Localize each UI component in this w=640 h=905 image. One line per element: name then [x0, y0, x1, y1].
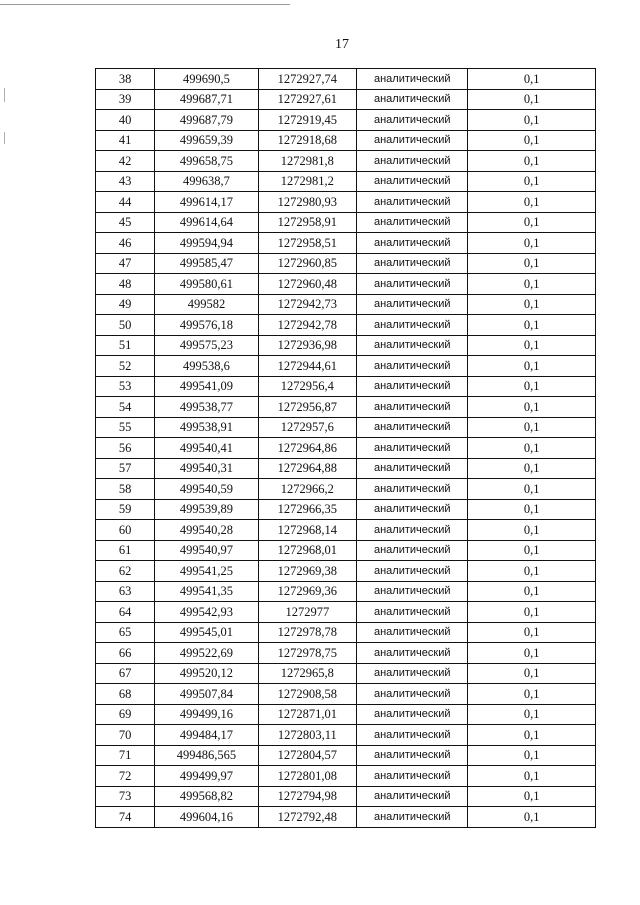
- table-row: [96, 643, 596, 664]
- point-number-cell: 47: [96, 253, 155, 274]
- x-coordinate-cell: 499638,7: [155, 171, 258, 192]
- method-cell: аналитический: [357, 417, 468, 438]
- method-cell: аналитический: [357, 786, 468, 807]
- accuracy-cell: 0,1: [468, 315, 596, 336]
- x-coordinate-cell: 499541,25: [155, 561, 258, 582]
- accuracy-cell: 0,1: [468, 89, 596, 110]
- x-coordinate-cell: 499541,09: [155, 376, 258, 397]
- method-cell: аналитический: [357, 438, 468, 459]
- y-coordinate-cell: 1272794,98: [258, 786, 356, 807]
- y-coordinate-cell: 1272977: [258, 602, 356, 623]
- x-coordinate-cell: 499499,97: [155, 766, 258, 787]
- y-coordinate-cell: 1272919,45: [258, 110, 356, 131]
- method-cell: аналитический: [357, 663, 468, 684]
- method-cell: аналитический: [357, 581, 468, 602]
- accuracy-cell: 0,1: [468, 561, 596, 582]
- y-coordinate-cell: 1272804,57: [258, 745, 356, 766]
- x-coordinate-cell: 499568,82: [155, 786, 258, 807]
- accuracy-cell: 0,1: [468, 192, 596, 213]
- point-number-cell: 60: [96, 520, 155, 541]
- accuracy-cell: 0,1: [468, 766, 596, 787]
- point-number-cell: 51: [96, 335, 155, 356]
- table-row: [96, 458, 596, 479]
- accuracy-cell: 0,1: [468, 458, 596, 479]
- table-row: [96, 192, 596, 213]
- method-cell: аналитический: [357, 110, 468, 131]
- y-coordinate-cell: 1272978,78: [258, 622, 356, 643]
- x-coordinate-cell: 499484,17: [155, 725, 258, 746]
- point-number-cell: 69: [96, 704, 155, 725]
- method-cell: аналитический: [357, 89, 468, 110]
- accuracy-cell: 0,1: [468, 602, 596, 623]
- y-coordinate-cell: 1272964,86: [258, 438, 356, 459]
- x-coordinate-cell: 499538,6: [155, 356, 258, 377]
- point-number-cell: 39: [96, 89, 155, 110]
- table-row: [96, 356, 596, 377]
- point-number-cell: 40: [96, 110, 155, 131]
- x-coordinate-cell: 499576,18: [155, 315, 258, 336]
- point-number-cell: 64: [96, 602, 155, 623]
- method-cell: аналитический: [357, 335, 468, 356]
- y-coordinate-cell: 1272980,93: [258, 192, 356, 213]
- x-coordinate-cell: 499614,17: [155, 192, 258, 213]
- x-coordinate-cell: 499522,69: [155, 643, 258, 664]
- point-number-cell: 43: [96, 171, 155, 192]
- y-coordinate-cell: 1272956,4: [258, 376, 356, 397]
- accuracy-cell: 0,1: [468, 581, 596, 602]
- accuracy-cell: 0,1: [468, 499, 596, 520]
- accuracy-cell: 0,1: [468, 479, 596, 500]
- x-coordinate-cell: 499538,91: [155, 417, 258, 438]
- table-row: [96, 315, 596, 336]
- point-number-cell: 72: [96, 766, 155, 787]
- point-number-cell: 49: [96, 294, 155, 315]
- table-row: [96, 438, 596, 459]
- accuracy-cell: 0,1: [468, 130, 596, 151]
- method-cell: аналитический: [357, 233, 468, 254]
- x-coordinate-cell: 499687,79: [155, 110, 258, 131]
- table-row: [96, 479, 596, 500]
- y-coordinate-cell: 1272936,98: [258, 335, 356, 356]
- point-number-cell: 63: [96, 581, 155, 602]
- y-coordinate-cell: 1272960,48: [258, 274, 356, 295]
- point-number-cell: 70: [96, 725, 155, 746]
- method-cell: аналитический: [357, 479, 468, 500]
- accuracy-cell: 0,1: [468, 417, 596, 438]
- point-number-cell: 42: [96, 151, 155, 172]
- y-coordinate-cell: 1272981,2: [258, 171, 356, 192]
- method-cell: аналитический: [357, 253, 468, 274]
- y-coordinate-cell: 1272942,73: [258, 294, 356, 315]
- point-number-cell: 67: [96, 663, 155, 684]
- x-coordinate-cell: 499507,84: [155, 684, 258, 705]
- y-coordinate-cell: 1272957,6: [258, 417, 356, 438]
- x-coordinate-cell: 499542,93: [155, 602, 258, 623]
- table-row: [96, 233, 596, 254]
- point-number-cell: 45: [96, 212, 155, 233]
- accuracy-cell: 0,1: [468, 376, 596, 397]
- point-number-cell: 73: [96, 786, 155, 807]
- x-coordinate-cell: 499582: [155, 294, 258, 315]
- y-coordinate-cell: 1272958,91: [258, 212, 356, 233]
- x-coordinate-cell: 499541,35: [155, 581, 258, 602]
- point-number-cell: 74: [96, 807, 155, 828]
- x-coordinate-cell: 499690,5: [155, 69, 258, 90]
- x-coordinate-cell: 499540,97: [155, 540, 258, 561]
- y-coordinate-cell: 1272956,87: [258, 397, 356, 418]
- page-number: 17: [335, 37, 349, 52]
- accuracy-cell: 0,1: [468, 745, 596, 766]
- table-row: [96, 397, 596, 418]
- method-cell: аналитический: [357, 151, 468, 172]
- x-coordinate-cell: 499539,89: [155, 499, 258, 520]
- point-number-cell: 55: [96, 417, 155, 438]
- point-number-cell: 59: [96, 499, 155, 520]
- method-cell: аналитический: [357, 807, 468, 828]
- table-row: [96, 294, 596, 315]
- point-number-cell: 48: [96, 274, 155, 295]
- y-coordinate-cell: 1272792,48: [258, 807, 356, 828]
- point-number-cell: 46: [96, 233, 155, 254]
- table-row: [96, 561, 596, 582]
- x-coordinate-cell: 499604,16: [155, 807, 258, 828]
- table-row: [96, 89, 596, 110]
- y-coordinate-cell: 1272908,58: [258, 684, 356, 705]
- point-number-cell: 57: [96, 458, 155, 479]
- method-cell: аналитический: [357, 622, 468, 643]
- method-cell: аналитический: [357, 315, 468, 336]
- table-row: [96, 520, 596, 541]
- table-row: [96, 725, 596, 746]
- point-number-cell: 54: [96, 397, 155, 418]
- table-row: [96, 663, 596, 684]
- y-coordinate-cell: 1272964,88: [258, 458, 356, 479]
- x-coordinate-cell: 499585,47: [155, 253, 258, 274]
- x-coordinate-cell: 499658,75: [155, 151, 258, 172]
- x-coordinate-cell: 499486,565: [155, 745, 258, 766]
- x-coordinate-cell: 499538,77: [155, 397, 258, 418]
- method-cell: аналитический: [357, 499, 468, 520]
- table-row: [96, 684, 596, 705]
- table-row: [96, 622, 596, 643]
- x-coordinate-cell: 499594,94: [155, 233, 258, 254]
- y-coordinate-cell: 1272942,78: [258, 315, 356, 336]
- x-coordinate-cell: 499540,41: [155, 438, 258, 459]
- table-row: [96, 110, 596, 131]
- x-coordinate-cell: 499499,16: [155, 704, 258, 725]
- x-coordinate-cell: 499540,31: [155, 458, 258, 479]
- accuracy-cell: 0,1: [468, 663, 596, 684]
- y-coordinate-cell: 1272968,01: [258, 540, 356, 561]
- table-row: [96, 581, 596, 602]
- scan-left-edge-mark: [4, 88, 5, 102]
- accuracy-cell: 0,1: [468, 69, 596, 90]
- x-coordinate-cell: 499659,39: [155, 130, 258, 151]
- y-coordinate-cell: 1272927,74: [258, 69, 356, 90]
- coordinates-table-body: [96, 69, 596, 828]
- table-row: [96, 807, 596, 828]
- x-coordinate-cell: 499540,28: [155, 520, 258, 541]
- accuracy-cell: 0,1: [468, 253, 596, 274]
- method-cell: аналитический: [357, 212, 468, 233]
- accuracy-cell: 0,1: [468, 786, 596, 807]
- y-coordinate-cell: 1272966,35: [258, 499, 356, 520]
- y-coordinate-cell: 1272944,61: [258, 356, 356, 377]
- table-row: [96, 171, 596, 192]
- accuracy-cell: 0,1: [468, 684, 596, 705]
- accuracy-cell: 0,1: [468, 356, 596, 377]
- table-row: [96, 745, 596, 766]
- y-coordinate-cell: 1272958,51: [258, 233, 356, 254]
- point-number-cell: 41: [96, 130, 155, 151]
- y-coordinate-cell: 1272960,85: [258, 253, 356, 274]
- method-cell: аналитический: [357, 745, 468, 766]
- method-cell: аналитический: [357, 520, 468, 541]
- method-cell: аналитический: [357, 725, 468, 746]
- x-coordinate-cell: 499580,61: [155, 274, 258, 295]
- method-cell: аналитический: [357, 704, 468, 725]
- point-number-cell: 38: [96, 69, 155, 90]
- method-cell: аналитический: [357, 766, 468, 787]
- scan-top-edge-line: [0, 4, 290, 5]
- y-coordinate-cell: 1272871,01: [258, 704, 356, 725]
- point-number-cell: 58: [96, 479, 155, 500]
- method-cell: аналитический: [357, 130, 468, 151]
- table-row: [96, 704, 596, 725]
- y-coordinate-cell: 1272801,08: [258, 766, 356, 787]
- point-number-cell: 62: [96, 561, 155, 582]
- y-coordinate-cell: 1272978,75: [258, 643, 356, 664]
- accuracy-cell: 0,1: [468, 233, 596, 254]
- x-coordinate-cell: 499520,12: [155, 663, 258, 684]
- method-cell: аналитический: [357, 171, 468, 192]
- accuracy-cell: 0,1: [468, 274, 596, 295]
- x-coordinate-cell: 499545,01: [155, 622, 258, 643]
- x-coordinate-cell: 499687,71: [155, 89, 258, 110]
- point-number-cell: 44: [96, 192, 155, 213]
- accuracy-cell: 0,1: [468, 622, 596, 643]
- method-cell: аналитический: [357, 540, 468, 561]
- accuracy-cell: 0,1: [468, 171, 596, 192]
- table-row: [96, 376, 596, 397]
- table-row: [96, 766, 596, 787]
- point-number-cell: 66: [96, 643, 155, 664]
- accuracy-cell: 0,1: [468, 397, 596, 418]
- y-coordinate-cell: 1272918,68: [258, 130, 356, 151]
- method-cell: аналитический: [357, 294, 468, 315]
- point-number-cell: 71: [96, 745, 155, 766]
- accuracy-cell: 0,1: [468, 725, 596, 746]
- scan-left-edge-mark: [4, 132, 5, 144]
- accuracy-cell: 0,1: [468, 540, 596, 561]
- accuracy-cell: 0,1: [468, 151, 596, 172]
- point-number-cell: 50: [96, 315, 155, 336]
- method-cell: аналитический: [357, 643, 468, 664]
- x-coordinate-cell: 499540,59: [155, 479, 258, 500]
- table-row: [96, 499, 596, 520]
- method-cell: аналитический: [357, 602, 468, 623]
- table-row: [96, 602, 596, 623]
- method-cell: аналитический: [357, 192, 468, 213]
- point-number-cell: 52: [96, 356, 155, 377]
- y-coordinate-cell: 1272803,11: [258, 725, 356, 746]
- accuracy-cell: 0,1: [468, 438, 596, 459]
- method-cell: аналитический: [357, 274, 468, 295]
- y-coordinate-cell: 1272965,8: [258, 663, 356, 684]
- table-row: [96, 69, 596, 90]
- table-row: [96, 274, 596, 295]
- accuracy-cell: 0,1: [468, 807, 596, 828]
- accuracy-cell: 0,1: [468, 294, 596, 315]
- coordinates-table: [95, 68, 596, 828]
- point-number-cell: 61: [96, 540, 155, 561]
- accuracy-cell: 0,1: [468, 520, 596, 541]
- method-cell: аналитический: [357, 684, 468, 705]
- y-coordinate-cell: 1272969,36: [258, 581, 356, 602]
- point-number-cell: 68: [96, 684, 155, 705]
- method-cell: аналитический: [357, 69, 468, 90]
- table-row: [96, 151, 596, 172]
- table-row: [96, 540, 596, 561]
- table-row: [96, 335, 596, 356]
- point-number-cell: 65: [96, 622, 155, 643]
- y-coordinate-cell: 1272966,2: [258, 479, 356, 500]
- accuracy-cell: 0,1: [468, 212, 596, 233]
- accuracy-cell: 0,1: [468, 110, 596, 131]
- point-number-cell: 53: [96, 376, 155, 397]
- accuracy-cell: 0,1: [468, 335, 596, 356]
- table-row: [96, 417, 596, 438]
- method-cell: аналитический: [357, 458, 468, 479]
- method-cell: аналитический: [357, 397, 468, 418]
- y-coordinate-cell: 1272969,38: [258, 561, 356, 582]
- accuracy-cell: 0,1: [468, 643, 596, 664]
- table-row: [96, 786, 596, 807]
- table-row: [96, 130, 596, 151]
- accuracy-cell: 0,1: [468, 704, 596, 725]
- x-coordinate-cell: 499575,23: [155, 335, 258, 356]
- method-cell: аналитический: [357, 376, 468, 397]
- point-number-cell: 56: [96, 438, 155, 459]
- y-coordinate-cell: 1272927,61: [258, 89, 356, 110]
- method-cell: аналитический: [357, 561, 468, 582]
- table-row: [96, 253, 596, 274]
- y-coordinate-cell: 1272981,8: [258, 151, 356, 172]
- y-coordinate-cell: 1272968,14: [258, 520, 356, 541]
- x-coordinate-cell: 499614,64: [155, 212, 258, 233]
- method-cell: аналитический: [357, 356, 468, 377]
- table-row: [96, 212, 596, 233]
